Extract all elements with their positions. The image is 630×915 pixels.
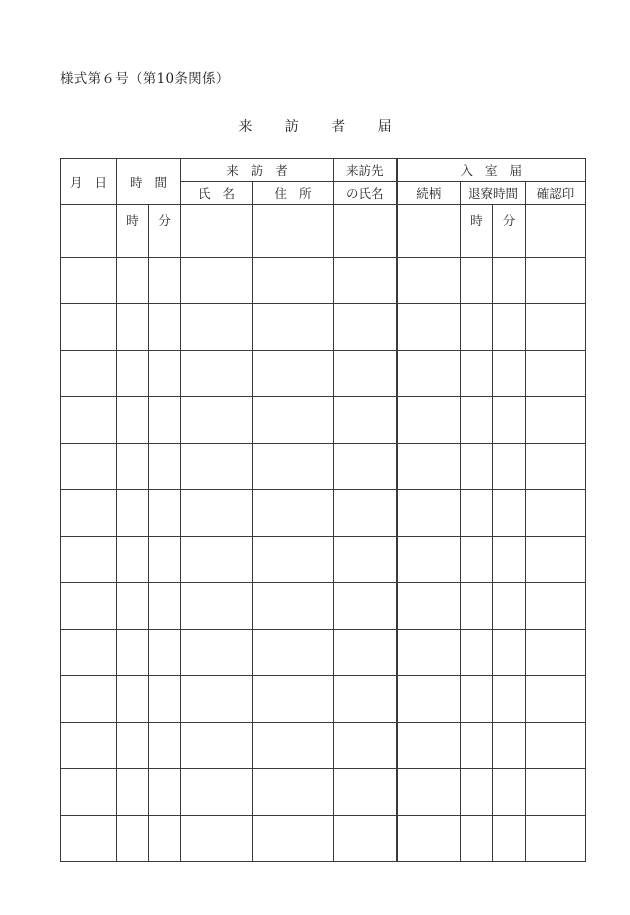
cell-month-day[interactable] <box>61 304 117 351</box>
cell-exit-minute[interactable] <box>493 583 526 630</box>
cell-minute[interactable] <box>149 397 181 444</box>
cell-confirm-seal[interactable] <box>526 629 586 676</box>
cell-minute[interactable] <box>149 769 181 816</box>
title-char: 訪 <box>284 119 299 135</box>
header-relationship: 続柄 <box>397 182 461 205</box>
cell-hour[interactable] <box>117 629 149 676</box>
cell-hour[interactable] <box>117 722 149 769</box>
cell-relationship[interactable] <box>397 304 461 351</box>
cell-month-day[interactable] <box>61 205 117 258</box>
cell-relationship[interactable] <box>397 257 461 304</box>
cell-confirm-seal[interactable] <box>526 443 586 490</box>
cell-relationship[interactable] <box>397 350 461 397</box>
table-row <box>61 350 586 397</box>
table-row <box>61 443 586 490</box>
cell-visitor-name[interactable] <box>181 397 253 444</box>
cell-visitor-address[interactable] <box>253 629 334 676</box>
cell-host-name[interactable] <box>334 536 397 583</box>
cell-visitor-name[interactable] <box>181 583 253 630</box>
cell-minute[interactable] <box>149 722 181 769</box>
cell-exit-minute[interactable] <box>493 629 526 676</box>
cell-visitor-address[interactable] <box>253 397 334 444</box>
cell-visitor-name[interactable] <box>181 490 253 537</box>
cell-hour[interactable] <box>117 397 149 444</box>
cell-exit-minute[interactable] <box>493 536 526 583</box>
cell-minute[interactable] <box>149 676 181 723</box>
cell-relationship[interactable] <box>397 490 461 537</box>
cell-hour[interactable] <box>117 676 149 723</box>
cell-month-day[interactable] <box>61 536 117 583</box>
cell-relationship[interactable] <box>397 397 461 444</box>
form-number: 様式第６号（第10条関係） <box>60 71 230 87</box>
cell-exit-hour[interactable] <box>461 769 493 816</box>
table-row <box>61 397 586 444</box>
header-visitor-name: 氏 名 <box>181 182 253 205</box>
cell-confirm-seal[interactable] <box>526 490 586 537</box>
cell-confirm-seal[interactable] <box>526 676 586 723</box>
cell-exit-hour[interactable] <box>461 490 493 537</box>
cell-month-day[interactable] <box>61 350 117 397</box>
cell-visitor-name[interactable] <box>181 350 253 397</box>
cell-relationship[interactable] <box>397 205 461 258</box>
cell-visitor-address[interactable] <box>253 676 334 723</box>
cell-visitor-address[interactable] <box>253 205 334 258</box>
unit-hour-label: 時 <box>117 205 149 258</box>
header-room-entry: 入 室 届 <box>397 159 586 182</box>
title-char: 者 <box>331 119 346 135</box>
cell-visitor-name[interactable] <box>181 443 253 490</box>
cell-relationship[interactable] <box>397 815 461 862</box>
visitor-register-table <box>60 158 586 862</box>
cell-exit-hour[interactable] <box>461 629 493 676</box>
cell-exit-hour[interactable] <box>461 722 493 769</box>
cell-visitor-address[interactable] <box>253 350 334 397</box>
cell-exit-hour[interactable] <box>461 257 493 304</box>
cell-month-day[interactable] <box>61 769 117 816</box>
cell-minute[interactable] <box>149 629 181 676</box>
table-row <box>61 490 586 537</box>
cell-minute[interactable] <box>149 350 181 397</box>
cell-host-name[interactable] <box>334 815 397 862</box>
header-visitor: 来 訪 者 <box>181 159 334 182</box>
cell-visitor-name[interactable] <box>181 629 253 676</box>
cell-relationship[interactable] <box>397 769 461 816</box>
cell-minute[interactable] <box>149 815 181 862</box>
cell-visitor-address[interactable] <box>253 536 334 583</box>
cell-confirm-seal[interactable] <box>526 769 586 816</box>
cell-host-name[interactable] <box>334 257 397 304</box>
cell-hour[interactable] <box>117 443 149 490</box>
cell-month-day[interactable] <box>61 490 117 537</box>
cell-minute[interactable] <box>149 443 181 490</box>
cell-visitor-address[interactable] <box>253 722 334 769</box>
cell-exit-minute[interactable] <box>493 304 526 351</box>
cell-hour[interactable] <box>117 536 149 583</box>
cell-visitor-name[interactable] <box>181 304 253 351</box>
cell-confirm-seal[interactable] <box>526 257 586 304</box>
cell-exit-minute[interactable] <box>493 443 526 490</box>
cell-exit-minute[interactable] <box>493 722 526 769</box>
cell-confirm-seal[interactable] <box>526 304 586 351</box>
document-title <box>0 116 630 136</box>
cell-exit-hour[interactable] <box>461 583 493 630</box>
header-visitor-address: 住 所 <box>253 182 334 205</box>
cell-exit-minute[interactable] <box>493 257 526 304</box>
cell-exit-hour[interactable] <box>461 397 493 444</box>
cell-host-name[interactable] <box>334 769 397 816</box>
cell-visitor-name[interactable] <box>181 676 253 723</box>
cell-exit-hour[interactable] <box>461 676 493 723</box>
cell-host-name[interactable] <box>334 350 397 397</box>
cell-relationship[interactable] <box>397 536 461 583</box>
cell-minute[interactable] <box>149 536 181 583</box>
cell-host-name[interactable] <box>334 490 397 537</box>
cell-hour[interactable] <box>117 769 149 816</box>
cell-hour[interactable] <box>117 815 149 862</box>
header-confirm-seal: 確認印 <box>526 182 586 205</box>
cell-minute[interactable] <box>149 257 181 304</box>
cell-hour[interactable] <box>117 257 149 304</box>
header-host-bottom: の氏名 <box>334 182 397 205</box>
cell-month-day[interactable] <box>61 257 117 304</box>
cell-exit-minute[interactable] <box>493 815 526 862</box>
cell-month-day[interactable] <box>61 722 117 769</box>
table-row <box>61 536 586 583</box>
cell-confirm-seal[interactable] <box>526 350 586 397</box>
title-char: 来 <box>238 119 253 135</box>
table-row <box>61 769 586 816</box>
unit-exit-hour-label: 時 <box>461 205 493 258</box>
unit-minute-label: 分 <box>149 205 181 258</box>
cell-month-day[interactable] <box>61 629 117 676</box>
cell-visitor-address[interactable] <box>253 257 334 304</box>
table-row <box>61 815 586 862</box>
cell-relationship[interactable] <box>397 443 461 490</box>
cell-month-day[interactable] <box>61 443 117 490</box>
cell-visitor-address[interactable] <box>253 490 334 537</box>
cell-confirm-seal[interactable] <box>526 815 586 862</box>
cell-hour[interactable] <box>117 583 149 630</box>
header-time: 時 間 <box>117 159 181 205</box>
table-row <box>61 304 586 351</box>
cell-confirm-seal[interactable] <box>526 722 586 769</box>
cell-hour[interactable] <box>117 304 149 351</box>
cell-month-day[interactable] <box>61 815 117 862</box>
cell-hour[interactable] <box>117 490 149 537</box>
cell-month-day[interactable] <box>61 583 117 630</box>
cell-visitor-address[interactable] <box>253 769 334 816</box>
cell-visitor-address[interactable] <box>253 583 334 630</box>
cell-relationship[interactable] <box>397 583 461 630</box>
cell-exit-hour[interactable] <box>461 443 493 490</box>
cell-visitor-address[interactable] <box>253 443 334 490</box>
cell-host-name[interactable] <box>334 676 397 723</box>
cell-host-name[interactable] <box>334 629 397 676</box>
table-row <box>61 676 586 723</box>
cell-host-name[interactable] <box>334 722 397 769</box>
cell-visitor-address[interactable] <box>253 815 334 862</box>
cell-relationship[interactable] <box>397 676 461 723</box>
cell-month-day[interactable] <box>61 397 117 444</box>
cell-exit-hour[interactable] <box>461 304 493 351</box>
table-row <box>61 257 586 304</box>
cell-confirm-seal[interactable] <box>526 536 586 583</box>
cell-exit-minute[interactable] <box>493 350 526 397</box>
cell-minute[interactable] <box>149 490 181 537</box>
cell-visitor-name[interactable] <box>181 769 253 816</box>
cell-confirm-seal[interactable] <box>526 205 586 258</box>
cell-visitor-name[interactable] <box>181 815 253 862</box>
cell-hour[interactable] <box>117 350 149 397</box>
cell-exit-minute[interactable] <box>493 490 526 537</box>
cell-host-name[interactable] <box>334 583 397 630</box>
cell-host-name[interactable] <box>334 304 397 351</box>
cell-relationship[interactable] <box>397 722 461 769</box>
header-exit-time: 退寮時間 <box>461 182 526 205</box>
cell-confirm-seal[interactable] <box>526 583 586 630</box>
cell-minute[interactable] <box>149 583 181 630</box>
cell-host-name[interactable] <box>334 205 397 258</box>
cell-host-name[interactable] <box>334 443 397 490</box>
cell-exit-hour[interactable] <box>461 815 493 862</box>
cell-minute[interactable] <box>149 304 181 351</box>
title-char: 届 <box>377 119 392 135</box>
cell-exit-minute[interactable] <box>493 676 526 723</box>
cell-visitor-name[interactable] <box>181 722 253 769</box>
cell-visitor-address[interactable] <box>253 304 334 351</box>
cell-relationship[interactable] <box>397 629 461 676</box>
cell-confirm-seal[interactable] <box>526 397 586 444</box>
cell-month-day[interactable] <box>61 676 117 723</box>
header-host-top: 来訪先 <box>334 159 397 182</box>
cell-visitor-name[interactable] <box>181 205 253 258</box>
table-row <box>61 722 586 769</box>
table-row <box>61 583 586 630</box>
cell-exit-minute[interactable] <box>493 769 526 816</box>
unit-exit-minute-label: 分 <box>493 205 526 258</box>
header-month-day: 月 日 <box>61 159 117 205</box>
cell-exit-minute[interactable] <box>493 397 526 444</box>
cell-visitor-name[interactable] <box>181 536 253 583</box>
cell-host-name[interactable] <box>334 397 397 444</box>
cell-exit-hour[interactable] <box>461 350 493 397</box>
table-row <box>61 629 586 676</box>
cell-exit-hour[interactable] <box>461 536 493 583</box>
cell-visitor-name[interactable] <box>181 257 253 304</box>
